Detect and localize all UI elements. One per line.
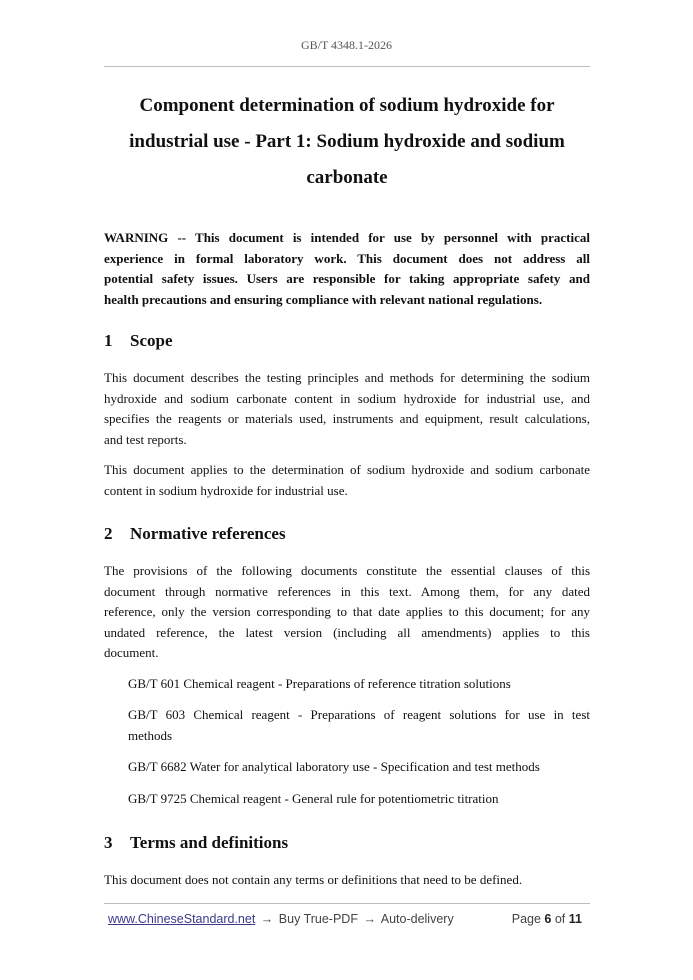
reference-item (128, 789, 590, 810)
title-line: carbonate (306, 167, 388, 188)
text-line: content in sodium hydroxide for industrial use. (104, 482, 348, 498)
page-label: Page (511, 912, 541, 926)
text-line: and test reports. (104, 431, 187, 447)
text-line: This document applies to the determination of sodium hydroxide and sodium carbonate (104, 462, 590, 477)
footer-divider (104, 903, 590, 904)
text-line: undated reference, the latest version (including all amendments) applies to this (104, 624, 590, 640)
text-line: hydroxide and sodium carbonate content in sodium hydroxide for industrial use, and (104, 390, 590, 406)
text-line: specifies the reagents or materials used, instruments and equipment, result calculations, (104, 411, 590, 426)
warning-line: WARNING -- This document is intended for use by personnel with practical (104, 230, 590, 245)
text-line: document through normative references in this text. Among them, for any dated (104, 583, 590, 599)
header-divider (104, 66, 590, 67)
section-heading-normative-references (104, 523, 590, 545)
scope-paragraph (104, 460, 590, 501)
page-footer (108, 912, 586, 926)
title-line: industrial use - Part 1: Sodium hydroxide and sodium (129, 131, 565, 152)
of-label: of (554, 912, 566, 926)
warning-line: experience in formal laboratory work. This document does not address all (104, 250, 590, 266)
section-title: Scope (130, 331, 173, 350)
title-line: Component determination of sodium hydroxide for (139, 95, 555, 116)
warning-line: health precautions and ensuring compliance with relevant national regulations. (104, 291, 543, 307)
scope-paragraph (104, 368, 590, 450)
section-number: 1 (104, 331, 113, 350)
terms-paragraph (104, 870, 590, 891)
text-line: document. (104, 645, 159, 660)
warning-line: potential safety issues. Users are responsible for taking appropriate safety and (104, 271, 590, 286)
warning-notice (104, 228, 590, 310)
page-number: 6 (544, 912, 552, 926)
reference-item (128, 674, 590, 695)
text-line: reference, only the version corresponding to that date applies to this document; for any (104, 604, 590, 619)
auto-delivery-text: Auto-delivery (380, 912, 454, 926)
arrow-right-icon: → (260, 912, 274, 926)
reference-item (128, 757, 590, 778)
section-heading-scope (104, 330, 590, 352)
section-number: 2 (104, 524, 113, 543)
reference-text: methods (128, 727, 173, 743)
text-line: This document does not contain any terms or definitions that need to be defined. (104, 872, 523, 887)
reference-text: GB/T 9725 Chemical reagent - General rule for potentiometric titration (128, 790, 499, 806)
section-number: 3 (104, 833, 113, 852)
arrow-right-icon: → (363, 912, 376, 926)
reference-item (128, 705, 590, 746)
section-heading-terms-and-definitions (104, 832, 590, 854)
section-title: Terms and definitions (130, 833, 289, 852)
reference-text: GB/T 6682 Water for analytical laboratory use - Specification and test methods (128, 759, 540, 774)
buy-pdf-link[interactable]: Buy True-PDF (278, 912, 358, 926)
section-title: Normative references (130, 524, 286, 543)
reference-text: GB/T 603 Chemical reagent - Preparations of reagent solutions for use in test (128, 707, 590, 722)
document-code-header: GB/T 4348.1-2026 (300, 38, 393, 52)
page-total: 11 (568, 912, 582, 926)
normative-paragraph (104, 561, 590, 664)
text-line: This document describes the testing principles and methods for determining the sodium (104, 370, 590, 385)
reference-text: GB/T 601 Chemical reagent - Preparations of reference titration solutions (128, 675, 511, 691)
page-indicator (512, 912, 582, 926)
document-title (104, 88, 590, 196)
document-body (104, 228, 590, 901)
text-line: The provisions of the following documents constitute the essential clauses of this (104, 563, 590, 578)
site-link[interactable]: www.ChineseStandard.net (108, 912, 256, 926)
